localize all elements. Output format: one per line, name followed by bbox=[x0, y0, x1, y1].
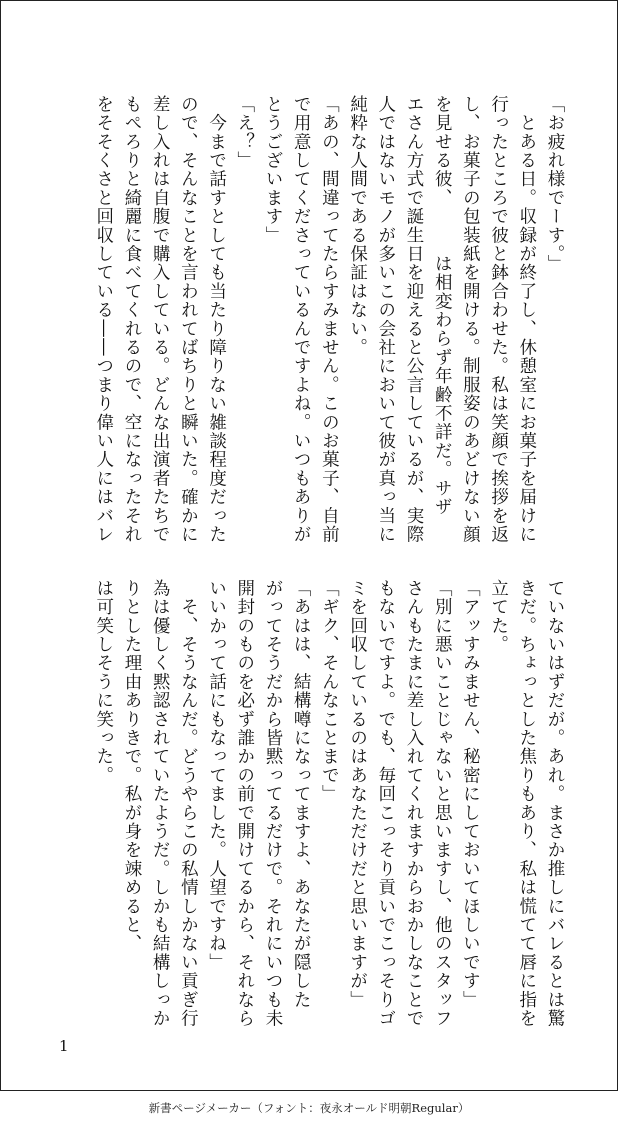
text-line: そ、そうなんだ。どうやらこの私情しかない貢ぎ行 bbox=[178, 579, 199, 1028]
text-line: 「あの、間違ってたらすみません。このお菓子、自前 bbox=[319, 95, 340, 544]
text-line: 開封のものを必ず誰かの前で開けてるから、それなら bbox=[234, 579, 255, 1028]
text-line: りとした理由ありきで。私が身を竦めると、 bbox=[121, 579, 142, 953]
page-number: 1 bbox=[59, 1037, 69, 1055]
text-line: 「アッすみません、秘密にしておいてほしいです」 bbox=[460, 579, 481, 1010]
text-line: がってそうだから皆黙ってるだけで。それにいつも未 bbox=[262, 579, 283, 1028]
text-line: さんもたまに差し入れてくれますからおかしなことで bbox=[403, 579, 424, 1028]
text-line: し、お菓子の包装紙を開ける。制服姿のあどけない顔 bbox=[460, 95, 481, 544]
text-line: ていないはずだが。あれ。まさか推しにバレるとは驚 bbox=[545, 579, 565, 1028]
text-line: で用意してくださっているんですよね。いつもありが bbox=[291, 95, 312, 544]
text-line: 人ではないモノが多いこの会社において彼が真っ当に bbox=[375, 95, 396, 544]
text-line: 為は優しく黙認されていたようだ。しかも結構しっか bbox=[150, 579, 171, 1028]
text-line: 立てた。 bbox=[488, 579, 509, 654]
text-line: 差し入れは自腹で購入している。どんな出演者たちで bbox=[150, 95, 171, 544]
text-line: とうございます」 bbox=[262, 95, 283, 245]
text-line: をそそくさと回収している――つまり偉い人にはバレ bbox=[93, 95, 114, 544]
text-line: 「別に悪いことじゃないと思いますし、他のスタッフ bbox=[432, 579, 453, 1028]
text-line: 「お疲れ様でーす。」 bbox=[545, 95, 565, 274]
text-block-bottom bbox=[90, 579, 569, 1028]
text-block-top bbox=[90, 95, 569, 544]
text-line: もぺろりと綺麗に食べてくれるので、空になったそれ bbox=[121, 95, 142, 544]
text-line: 「え？」 bbox=[234, 95, 255, 170]
text-line: いいかって話にもなってました。人望ですね」 bbox=[206, 579, 227, 972]
text-line: とある日。収録が終了し、休憩室にお菓子を届けに bbox=[516, 95, 537, 544]
text-line: ので、そんなことを言われてばちりと瞬いた。確かに bbox=[178, 95, 199, 544]
text-line: きだ。ちょっとした焦りもあり、私は慌てて唇に指を bbox=[516, 579, 537, 1028]
text-line: ミを回収しているのはあなただけだと思いますが」 bbox=[347, 579, 368, 1010]
text-line: を見せる彼、 は相変わらず年齢不詳だ。サザ bbox=[432, 95, 453, 517]
text-line: 「あはは、結構噂になってますよ、あなたが隠した bbox=[291, 579, 312, 1010]
text-line: は可笑しそうに笑った。 bbox=[93, 579, 114, 785]
text-line: 純粋な人間である保証はない。 bbox=[347, 95, 368, 357]
text-line: もないですよ。でも、毎回こっそり貢いでこっそりゴ bbox=[375, 579, 396, 1028]
text-line: エさん方式で誕生日を迎えると公言しているが、実際 bbox=[403, 95, 424, 544]
footer-caption: 新書ページメーカー（フォント：夜永オールド明朝Regular） bbox=[148, 1101, 470, 1115]
text-line: 「ギク、そんなことまで」 bbox=[319, 579, 340, 804]
text-line: 行ったところで彼と鉢合わせた。私は笑顔で挨拶を返 bbox=[488, 95, 509, 544]
text-line: 今まで話すとしても当たり障りない雑談程度だった bbox=[206, 95, 227, 544]
